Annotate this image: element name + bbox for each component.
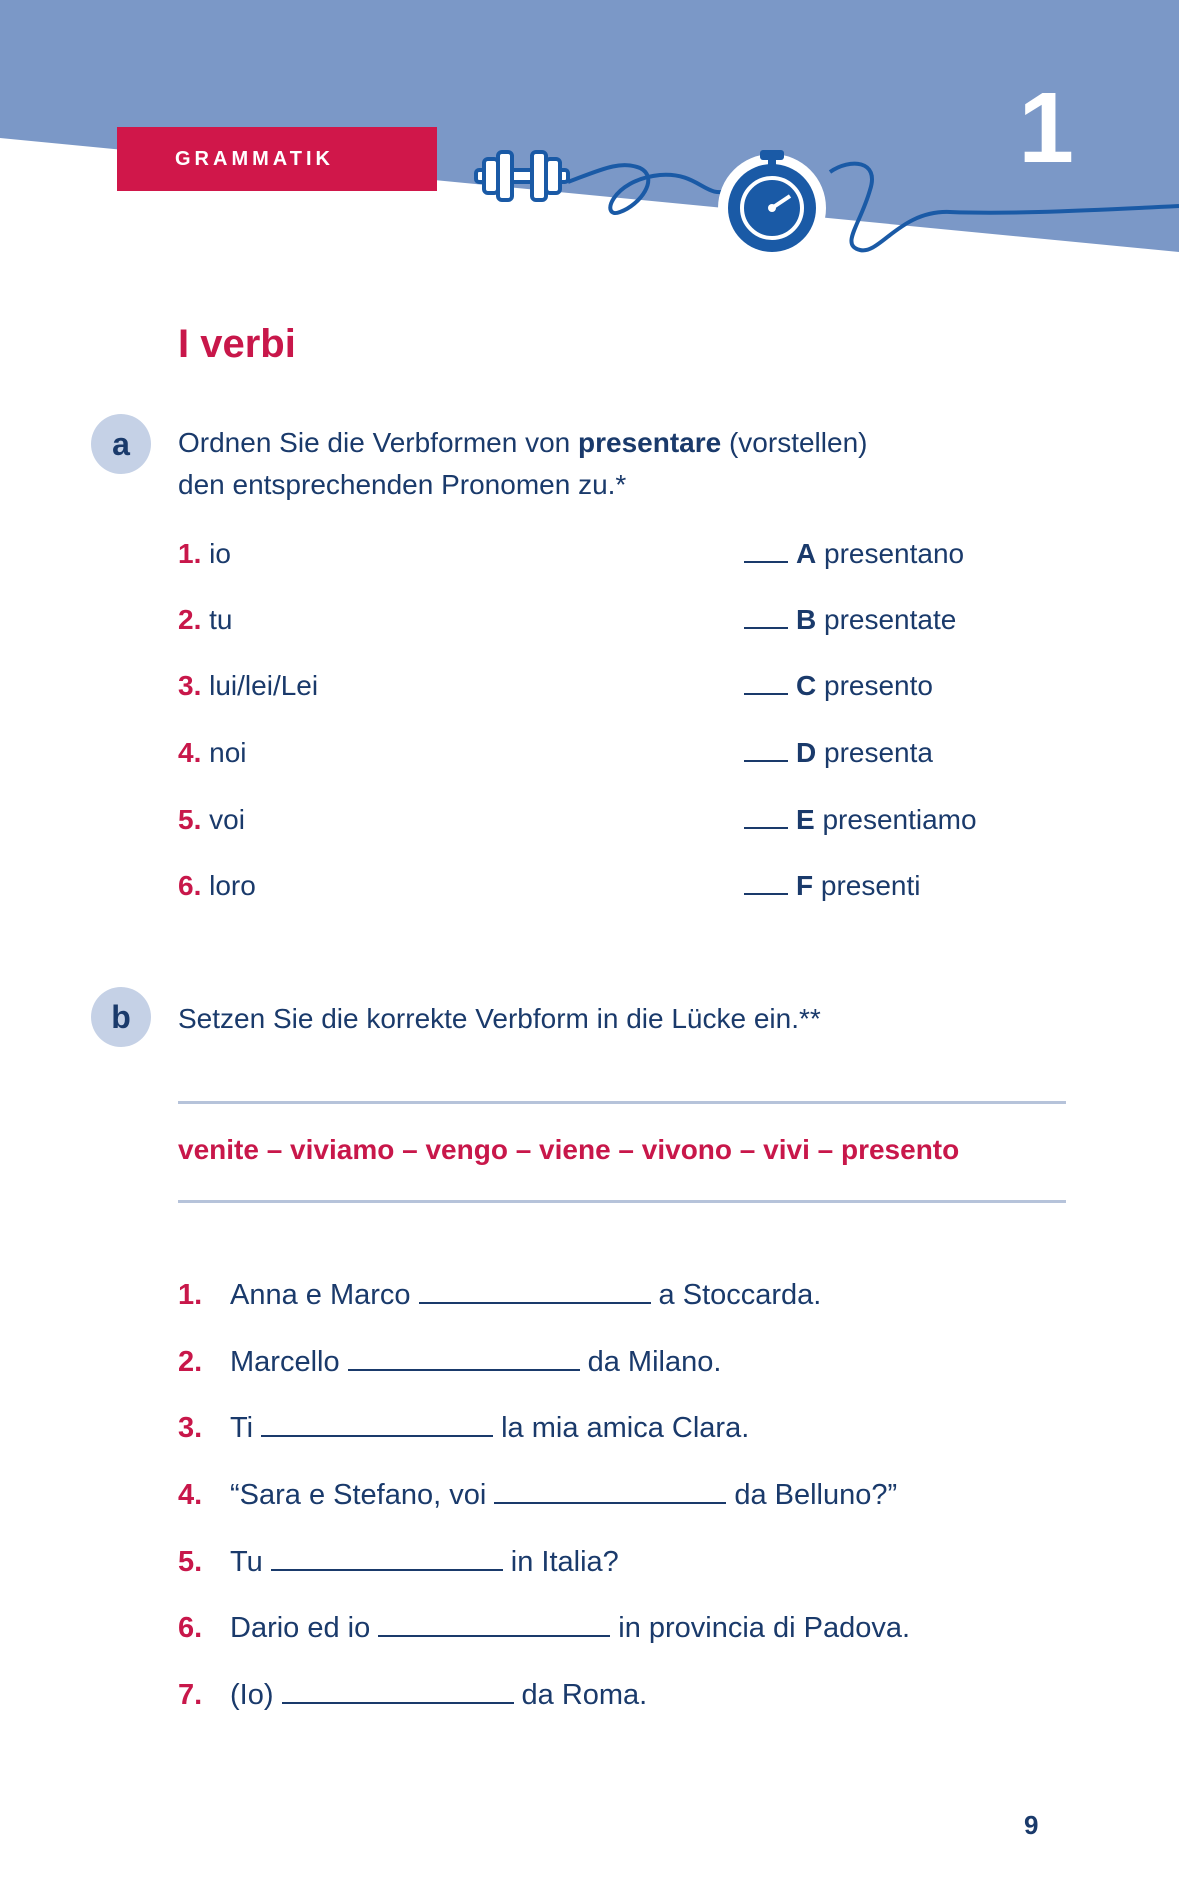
row-number: 2. [178,604,202,635]
sentence-row [178,1274,1078,1314]
option-letter: D [796,737,817,768]
answer-blank[interactable] [419,1274,651,1304]
row-number: 1. [178,538,202,569]
option-letter: E [796,804,815,835]
sentence-row [178,1607,1078,1647]
match-row [178,733,978,773]
answer-blank[interactable] [378,1607,610,1637]
sentence-start: Anna e Marco [230,1279,411,1311]
page-title: I verbi [178,322,296,366]
option-letter: B [796,604,817,635]
answer-blank[interactable] [744,867,788,895]
row-number: 2. [178,1346,203,1378]
exercise-a-instruction [178,422,867,506]
sentence-start: (Io) [230,1679,274,1711]
pronoun: tu [209,604,233,635]
verb-form: presento [824,670,933,701]
exercise-a-badge: a [91,414,151,474]
match-row [178,666,978,706]
sentence-start: “Sara e Stefano, voi [230,1479,487,1511]
pronoun: loro [209,870,256,901]
answer-blank[interactable] [744,801,788,829]
sentence-row [178,1474,1078,1514]
sentence-end: da Milano. [587,1346,722,1378]
instruction-text-pre: Ordnen Sie die Verbformen von [178,427,579,458]
answer-blank[interactable] [348,1341,580,1371]
row-number: 4. [178,1479,203,1511]
pronoun: io [209,538,231,569]
verb-form: presentano [824,538,965,569]
match-row [178,600,978,640]
answer-blank[interactable] [282,1674,514,1704]
instruction-verb: presentare [578,427,722,458]
row-number: 7. [178,1679,203,1711]
row-number: 5. [178,1546,203,1578]
row-number: 5. [178,804,202,835]
row-number: 3. [178,670,202,701]
divider-bottom [178,1200,1066,1203]
sentence-end: la mia amica Clara. [501,1412,750,1444]
chapter-number: 1 [1018,72,1074,184]
sentence-start: Tu [230,1546,263,1578]
sentence-end: in Italia? [510,1546,619,1578]
row-number: 1. [178,1279,203,1311]
row-number: 6. [178,870,202,901]
page-number: 9 [1024,1810,1039,1840]
verb-form: presenta [824,737,933,768]
sentence-end: in provincia di Padova. [618,1612,911,1644]
answer-blank[interactable] [261,1407,493,1437]
sentence-start: Dario ed io [230,1612,371,1644]
section-tag: GRAMMATIK [117,127,437,191]
answer-blank[interactable] [744,601,788,629]
instruction-line-2: den entsprechenden Pronomen zu.* [178,469,627,500]
answer-blank[interactable] [494,1474,726,1504]
sentence-row [178,1341,1078,1381]
pronoun: noi [209,737,247,768]
sentence-end: da Belluno?” [734,1479,898,1511]
divider-top [178,1101,1066,1104]
option-letter: C [796,670,817,701]
sentence-start: Ti [230,1412,254,1444]
match-row [178,800,978,840]
answer-blank[interactable] [744,667,788,695]
row-number: 6. [178,1612,203,1644]
word-bank: venite – viviamo – vengo – viene – vivono – vivi – presento [178,1134,960,1165]
verb-form: presentiamo [822,804,977,835]
verb-form: presenti [820,870,921,901]
exercise-b-instruction: Setzen Sie die korrekte Verbform in die Lücke ein.** [178,1003,821,1034]
pronoun: lui/lei/Lei [209,670,319,701]
sentence-row [178,1541,1078,1581]
answer-blank[interactable] [271,1541,503,1571]
row-number: 3. [178,1412,203,1444]
sentence-start: Marcello [230,1346,340,1378]
verb-form: presentate [824,604,957,635]
sentence-end: da Roma. [521,1679,648,1711]
answer-blank[interactable] [744,535,788,563]
row-number: 4. [178,737,202,768]
exercise-b-badge: b [91,987,151,1047]
sentence-row [178,1407,1078,1447]
sentence-end: a Stoccarda. [658,1279,822,1311]
match-row [178,534,978,574]
answer-blank[interactable] [744,734,788,762]
sentence-row [178,1674,1078,1714]
instruction-text-post: (vorstellen) [721,427,868,458]
option-letter: A [796,538,817,569]
match-row [178,866,978,906]
pronoun: voi [209,804,245,835]
option-letter: F [796,870,814,901]
